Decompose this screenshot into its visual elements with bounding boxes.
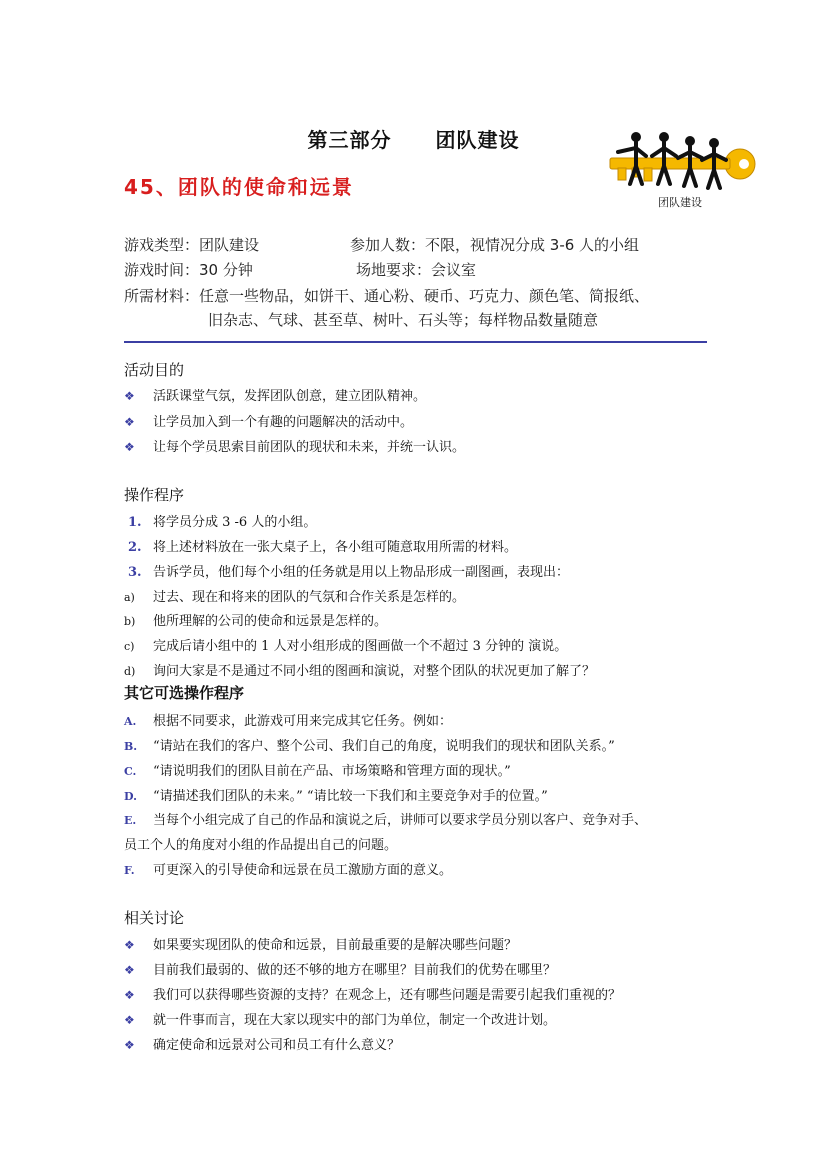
part-label: 第三部分: [307, 128, 392, 152]
procedure-substep: a) 过去、现在和将来的团队的气氛和合作关系是怎样的。: [124, 590, 466, 605]
discussion-item: ❖ 就一件事而言，现在大家以现实中的部门为单位，制定一个改进计划。: [124, 1013, 557, 1028]
optional-item: E. 当每个小组完成了自己的作品和演说之后，讲师可以要求学员分别以客户、竞争对手、: [124, 813, 648, 828]
diamond-bullet-icon: ❖: [124, 440, 135, 454]
diamond-bullet-icon: ❖: [124, 389, 135, 403]
section-label: 团队建设: [435, 128, 520, 152]
purpose-item: ❖ 让每个学员思索目前团队的现状和未来，并统一认识。: [124, 440, 466, 455]
procedure-substep: b) 他所理解的公司的使命和远景是怎样的。: [124, 614, 388, 629]
optional-item: B. “请站在我们的客户、整个公司、我们自己的角度，说明我们的现状和团队关系。”: [124, 739, 615, 754]
discussion-item: ❖ 如果要实现团队的使命和远景，目前最重要的是解决哪些问题？: [124, 938, 518, 953]
game-type: 游戏类型：团队建设: [124, 236, 260, 254]
game-time: 游戏时间：30 分钟: [124, 261, 253, 279]
procedure-step: 1. 将学员分成 3 -6 人的小组。: [128, 515, 317, 530]
diamond-bullet-icon: ❖: [124, 1013, 135, 1027]
optional-item: F. 可更深入的引导使命和远景在员工激励方面的意义。: [124, 863, 453, 878]
procedure-step: 3. 告诉学员，他们每个小组的任务就是用以上物品形成一副图画，表现出：: [128, 565, 570, 580]
logo-caption: 团队建设: [658, 196, 702, 209]
discussion-item: ❖ 目前我们最弱的、做的还不够的地方在哪里？目前我们的优势在哪里？: [124, 963, 557, 978]
optional-item: D. “请描述我们团队的未来。” “请比较一下我们和主要竞争对手的位置。”: [124, 789, 548, 804]
discussion-item: ❖ 我们可以获得哪些资源的支持？在观念上，还有哪些问题是需要引起我们重视的？: [124, 988, 622, 1003]
diamond-bullet-icon: ❖: [124, 415, 135, 429]
discussion-item: ❖ 确定使命和远景对公司和员工有什么意义？: [124, 1038, 401, 1053]
optional-item-continued: 员工个人的角度对小组的作品提出自己的问题。: [124, 838, 398, 853]
optional-heading: 其它可选操作程序: [124, 684, 245, 702]
diamond-bullet-icon: ❖: [124, 938, 135, 952]
materials: 所需材料：任意一些物品，如饼干、通心粉、硬币、巧克力、颜色笔、简报纸、: [124, 287, 650, 305]
procedure-substep: d) 询问大家是不是通过不同小组的图画和演说，对整个团队的状况更加了解了？: [124, 664, 596, 679]
purpose-item: ❖ 活跃课堂气氛，发挥团队创意，建立团队精神。: [124, 389, 427, 404]
purpose-item: ❖ 让学员加入到一个有趣的问题解决的活动中。: [124, 415, 414, 430]
diamond-bullet-icon: ❖: [124, 988, 135, 1002]
diamond-bullet-icon: ❖: [124, 963, 135, 977]
optional-item: A. 根据不同要求，此游戏可用来完成其它任务。例如：: [124, 714, 453, 729]
diamond-bullet-icon: ❖: [124, 1038, 135, 1052]
purpose-heading: 活动目的: [124, 361, 185, 379]
venue: 场地要求：会议室: [356, 261, 477, 279]
divider-rule: [124, 341, 707, 343]
optional-item: C. “请说明我们的团队目前在产品、市场策略和管理方面的现状。”: [124, 764, 511, 779]
procedure-heading: 操作程序: [124, 486, 185, 504]
discussion-heading: 相关讨论: [124, 909, 185, 927]
procedure-substep: c) 完成后请小组中的 1 人对小组形成的图画做一个不超过 3 分钟的 演说。: [124, 639, 568, 654]
procedure-step: 2. 将上述材料放在一张大桌子上，各小组可随意取用所需的材料。: [128, 540, 518, 555]
game-title: 45、团队的使命和远景: [124, 175, 354, 199]
materials-continued: 旧杂志、气球、甚至草、树叶、石头等；每样物品数量随意: [208, 311, 599, 329]
participants: 参加人数：不限，视情况分成 3-6 人的小组: [350, 236, 640, 254]
